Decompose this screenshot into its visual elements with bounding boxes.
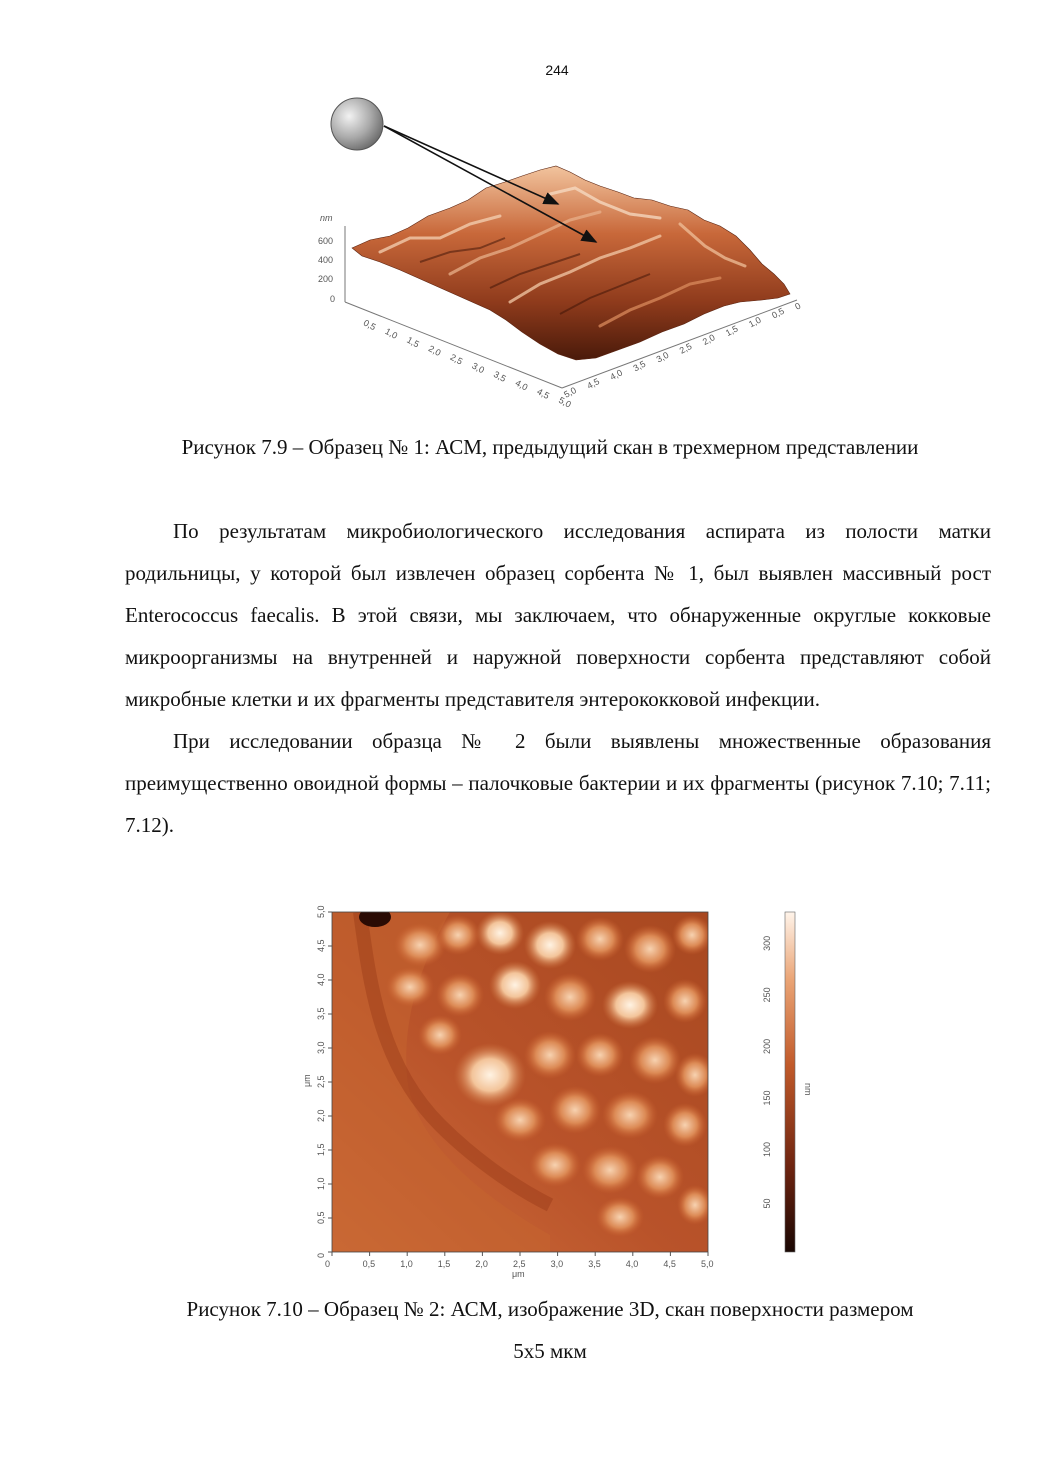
- colorbar-tick-label: 100: [762, 1141, 772, 1157]
- left-axis-tick-label: 5,0: [557, 394, 573, 410]
- y-tick-label: 1,0: [316, 1177, 326, 1190]
- x-tick-label: 4,0: [625, 1259, 639, 1269]
- left-axis-tick-label: 1,5: [405, 334, 421, 350]
- right-axis-tick-label: 1,0: [747, 314, 763, 330]
- colorbar-tick-label: 150: [762, 1090, 772, 1106]
- x-tick-label: 0,5: [362, 1259, 376, 1269]
- y-tick-label: 4,0: [316, 973, 326, 986]
- left-axis-tick-label: 2,5: [448, 351, 465, 367]
- y-tick-label: 1,5: [316, 1143, 326, 1156]
- y-tick-label: 4,5: [316, 939, 326, 952]
- x-tick-label: 1,0: [400, 1259, 413, 1269]
- y-tick-label: 5,0: [316, 905, 326, 918]
- right-axis-tick-label: 0,5: [770, 305, 786, 321]
- x-tick-label: 3,5: [588, 1259, 601, 1269]
- colorbar-tick-label: 300: [762, 935, 772, 951]
- left-axis-tick-label: 4,0: [513, 377, 530, 393]
- z-unit-label: nm: [320, 213, 333, 223]
- right-axis-tick-label: 4,5: [585, 376, 602, 391]
- z-tick-200: 200: [318, 274, 334, 284]
- x-tick-label: 2,5: [513, 1259, 526, 1269]
- x-tick-label: 5,0: [701, 1259, 714, 1269]
- figure-7-10-caption: [110, 1288, 990, 1372]
- right-axis-tick-label: 4,0: [608, 367, 625, 383]
- probe-ball: [331, 98, 383, 150]
- y-tick-label: 2,5: [316, 1075, 326, 1088]
- colorbar: [785, 912, 795, 1252]
- x-unit-label: μm: [512, 1269, 525, 1279]
- x-tick-label: 1,5: [437, 1259, 451, 1269]
- z-tick-600: 600: [318, 236, 334, 246]
- right-axis-tick-label: 3,5: [631, 358, 648, 374]
- y-tick-label: 0: [316, 1252, 326, 1258]
- figure-7-9-3d-afm-scan: [300, 88, 820, 418]
- colorbar-tick-label: 200: [762, 1038, 772, 1054]
- y-tick-label: 3,0: [316, 1041, 326, 1054]
- y-axis-ticks: [316, 905, 332, 1258]
- x-tick-label: 3,0: [550, 1259, 564, 1269]
- z-tick-400: 400: [318, 255, 334, 265]
- right-axis-tick-label: 3,0: [654, 349, 671, 365]
- right-axis-tick-label: 1,5: [723, 323, 740, 339]
- figure-7-10-afm-height-map: [300, 905, 820, 1285]
- colorbar-unit-label: nm: [803, 1083, 813, 1096]
- paragraph-2: При исследовании образца № 2 были выявлены множественные образования преимущественно овоидной формы – палочковые бактерии и их фрагменты (рисунок 7.10; 7.11; 7.12).: [125, 729, 991, 837]
- x-tick-label: 0: [325, 1259, 331, 1269]
- left-axis-tick-label: 3,5: [491, 369, 508, 384]
- y-tick-label: 0,5: [316, 1211, 326, 1224]
- left-axis-tick-label: 0,5: [361, 317, 378, 333]
- right-axis-tick-label: 2,5: [677, 341, 694, 356]
- figure-7-9-caption: Рисунок 7.9 – Образец № 1: АСМ, предыдущий скан в трехмерном представлении: [181, 435, 919, 459]
- right-axis-tick-label: 2,0: [700, 332, 717, 347]
- body-text: [125, 510, 991, 846]
- left-axis-tick-label: 4,5: [535, 386, 552, 402]
- colorbar-ticks: [762, 936, 772, 1209]
- y-tick-label: 2,0: [316, 1109, 326, 1122]
- left-axis-tick-label: 2,0: [426, 343, 443, 359]
- y-unit-label: μm: [302, 1074, 312, 1087]
- paragraph-1: По результатам микробиологического исследования аспирата из полости матки родильницы, у которой был извлечен образец сорбента № 1, был выявлен массивный рост Enterococcus faecalis. В этой связи, мы заключаем, что обнаруженные округлые кокковые микроорганизмы на внутренней и наружной поверхности сорбента представляют собой микробные клетки и их фрагменты представителя энтерококковой инфекции.: [125, 519, 991, 711]
- height-map-image: [332, 907, 715, 1252]
- colorbar-tick-label: 250: [762, 987, 772, 1003]
- colorbar-tick-label: 50: [762, 1198, 772, 1209]
- arrow-1: [384, 126, 558, 204]
- right-axis-tick-label: 5,0: [562, 385, 578, 400]
- x-tick-label: 4,5: [663, 1259, 676, 1269]
- right-axis-tick-label: 0: [793, 300, 803, 312]
- page-number: 244: [545, 62, 569, 78]
- figure-7-10-caption-line-2: 5х5 мкм: [513, 1339, 587, 1363]
- x-tick-label: 2,0: [475, 1259, 488, 1269]
- z-tick-0: 0: [330, 294, 336, 304]
- left-axis-tick-label: 1,0: [383, 326, 400, 341]
- y-tick-label: 3,5: [316, 1007, 326, 1020]
- x-axis-ticks: [325, 1252, 714, 1269]
- left-axis-tick-label: 3,0: [470, 360, 487, 376]
- figure-7-10-caption-line-1: Рисунок 7.10 – Образец № 2: АСМ, изображение 3D, скан поверхности размером: [186, 1297, 914, 1321]
